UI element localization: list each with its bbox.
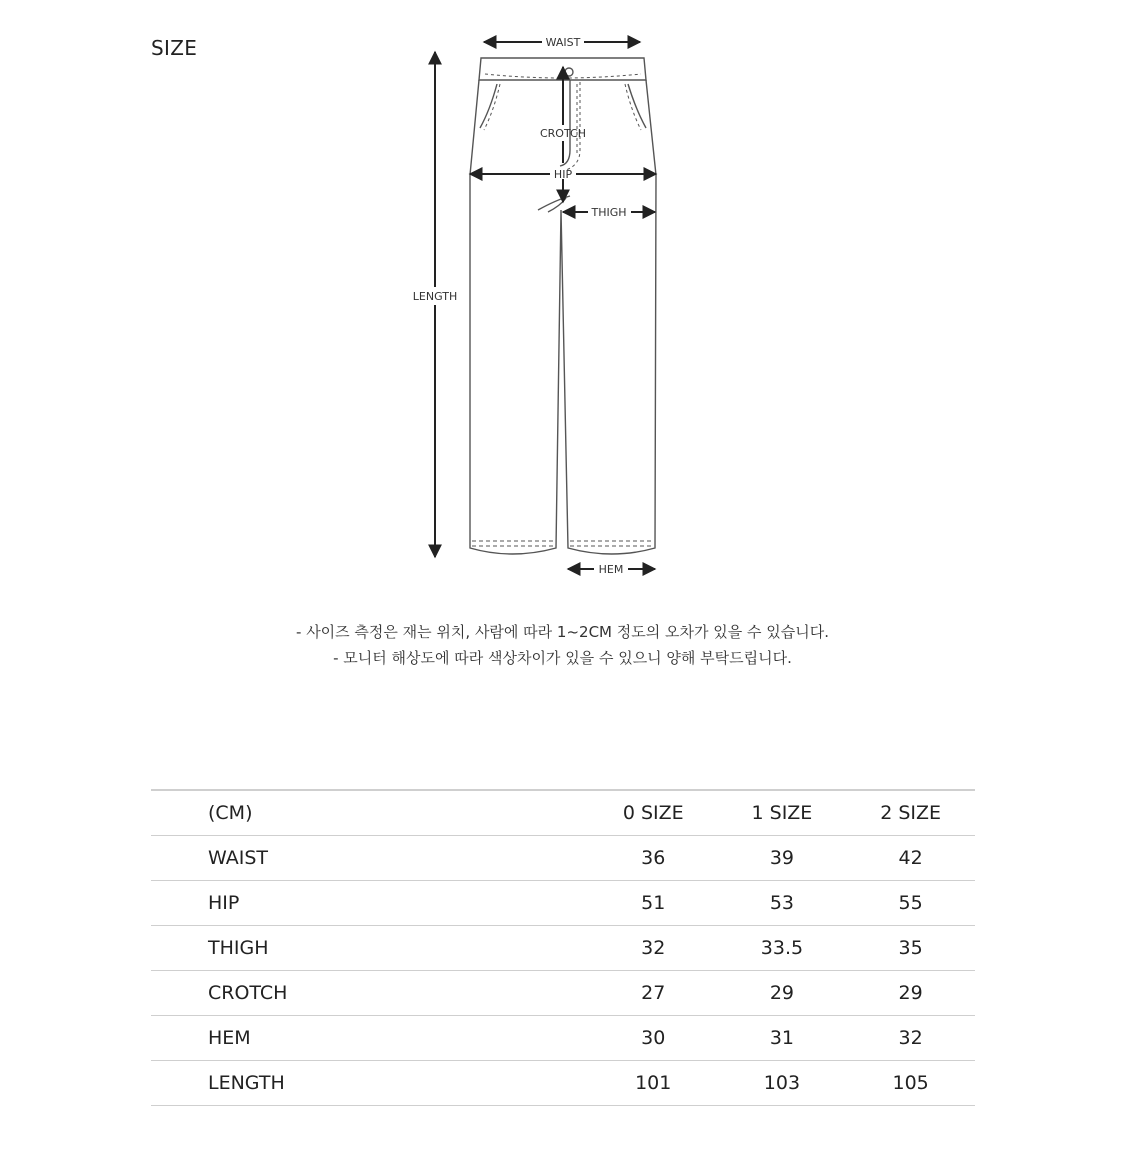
hip-label: HIP: [553, 168, 573, 181]
table-row: [151, 971, 975, 1016]
column-header: 1 SIZE: [718, 790, 847, 836]
cell-value: 39: [718, 836, 847, 881]
table-row: [151, 1016, 975, 1061]
cell-value: 103: [718, 1061, 847, 1106]
cell-value: 42: [846, 836, 975, 881]
row-label: HEM: [151, 1016, 589, 1061]
cell-value: 33.5: [718, 926, 847, 971]
column-header: 0 SIZE: [589, 790, 718, 836]
cell-value: 101: [589, 1061, 718, 1106]
measurement-arrows: [435, 42, 656, 569]
cell-value: 35: [846, 926, 975, 971]
section-title: SIZE: [151, 36, 198, 60]
length-label: LENGTH: [412, 290, 458, 303]
cell-value: 105: [846, 1061, 975, 1106]
table-row: [151, 836, 975, 881]
table-row: [151, 926, 975, 971]
table-row: [151, 881, 975, 926]
cell-value: 30: [589, 1016, 718, 1061]
measurement-notes: [0, 619, 1125, 671]
size-table: [151, 789, 975, 1106]
cell-value: 32: [589, 926, 718, 971]
row-label: THIGH: [151, 926, 589, 971]
cell-value: 27: [589, 971, 718, 1016]
note-monitor-color: - 모니터 해상도에 따라 색상차이가 있을 수 있으니 양해 부탁드립니다.: [333, 649, 792, 667]
column-header: 2 SIZE: [846, 790, 975, 836]
cell-value: 51: [589, 881, 718, 926]
thigh-label: THIGH: [591, 206, 627, 219]
cell-value: 53: [718, 881, 847, 926]
cell-value: 36: [589, 836, 718, 881]
row-label: CROTCH: [151, 971, 589, 1016]
row-label: HIP: [151, 881, 589, 926]
cell-value: 29: [846, 971, 975, 1016]
table-header-row: [151, 790, 975, 836]
cell-value: 55: [846, 881, 975, 926]
table-row: [151, 1061, 975, 1106]
hem-label: HEM: [598, 563, 624, 576]
row-label: WAIST: [151, 836, 589, 881]
waist-label: WAIST: [545, 36, 581, 49]
cell-value: 32: [846, 1016, 975, 1061]
crotch-label: CROTCH: [539, 127, 587, 140]
note-measurement-error: - 사이즈 측정은 재는 위치, 사람에 따라 1~2CM 정도의 오차가 있을 수 있습니다.: [296, 623, 829, 641]
row-label: LENGTH: [151, 1061, 589, 1106]
cell-value: 29: [718, 971, 847, 1016]
unit-header: (CM): [151, 790, 589, 836]
cell-value: 31: [718, 1016, 847, 1061]
